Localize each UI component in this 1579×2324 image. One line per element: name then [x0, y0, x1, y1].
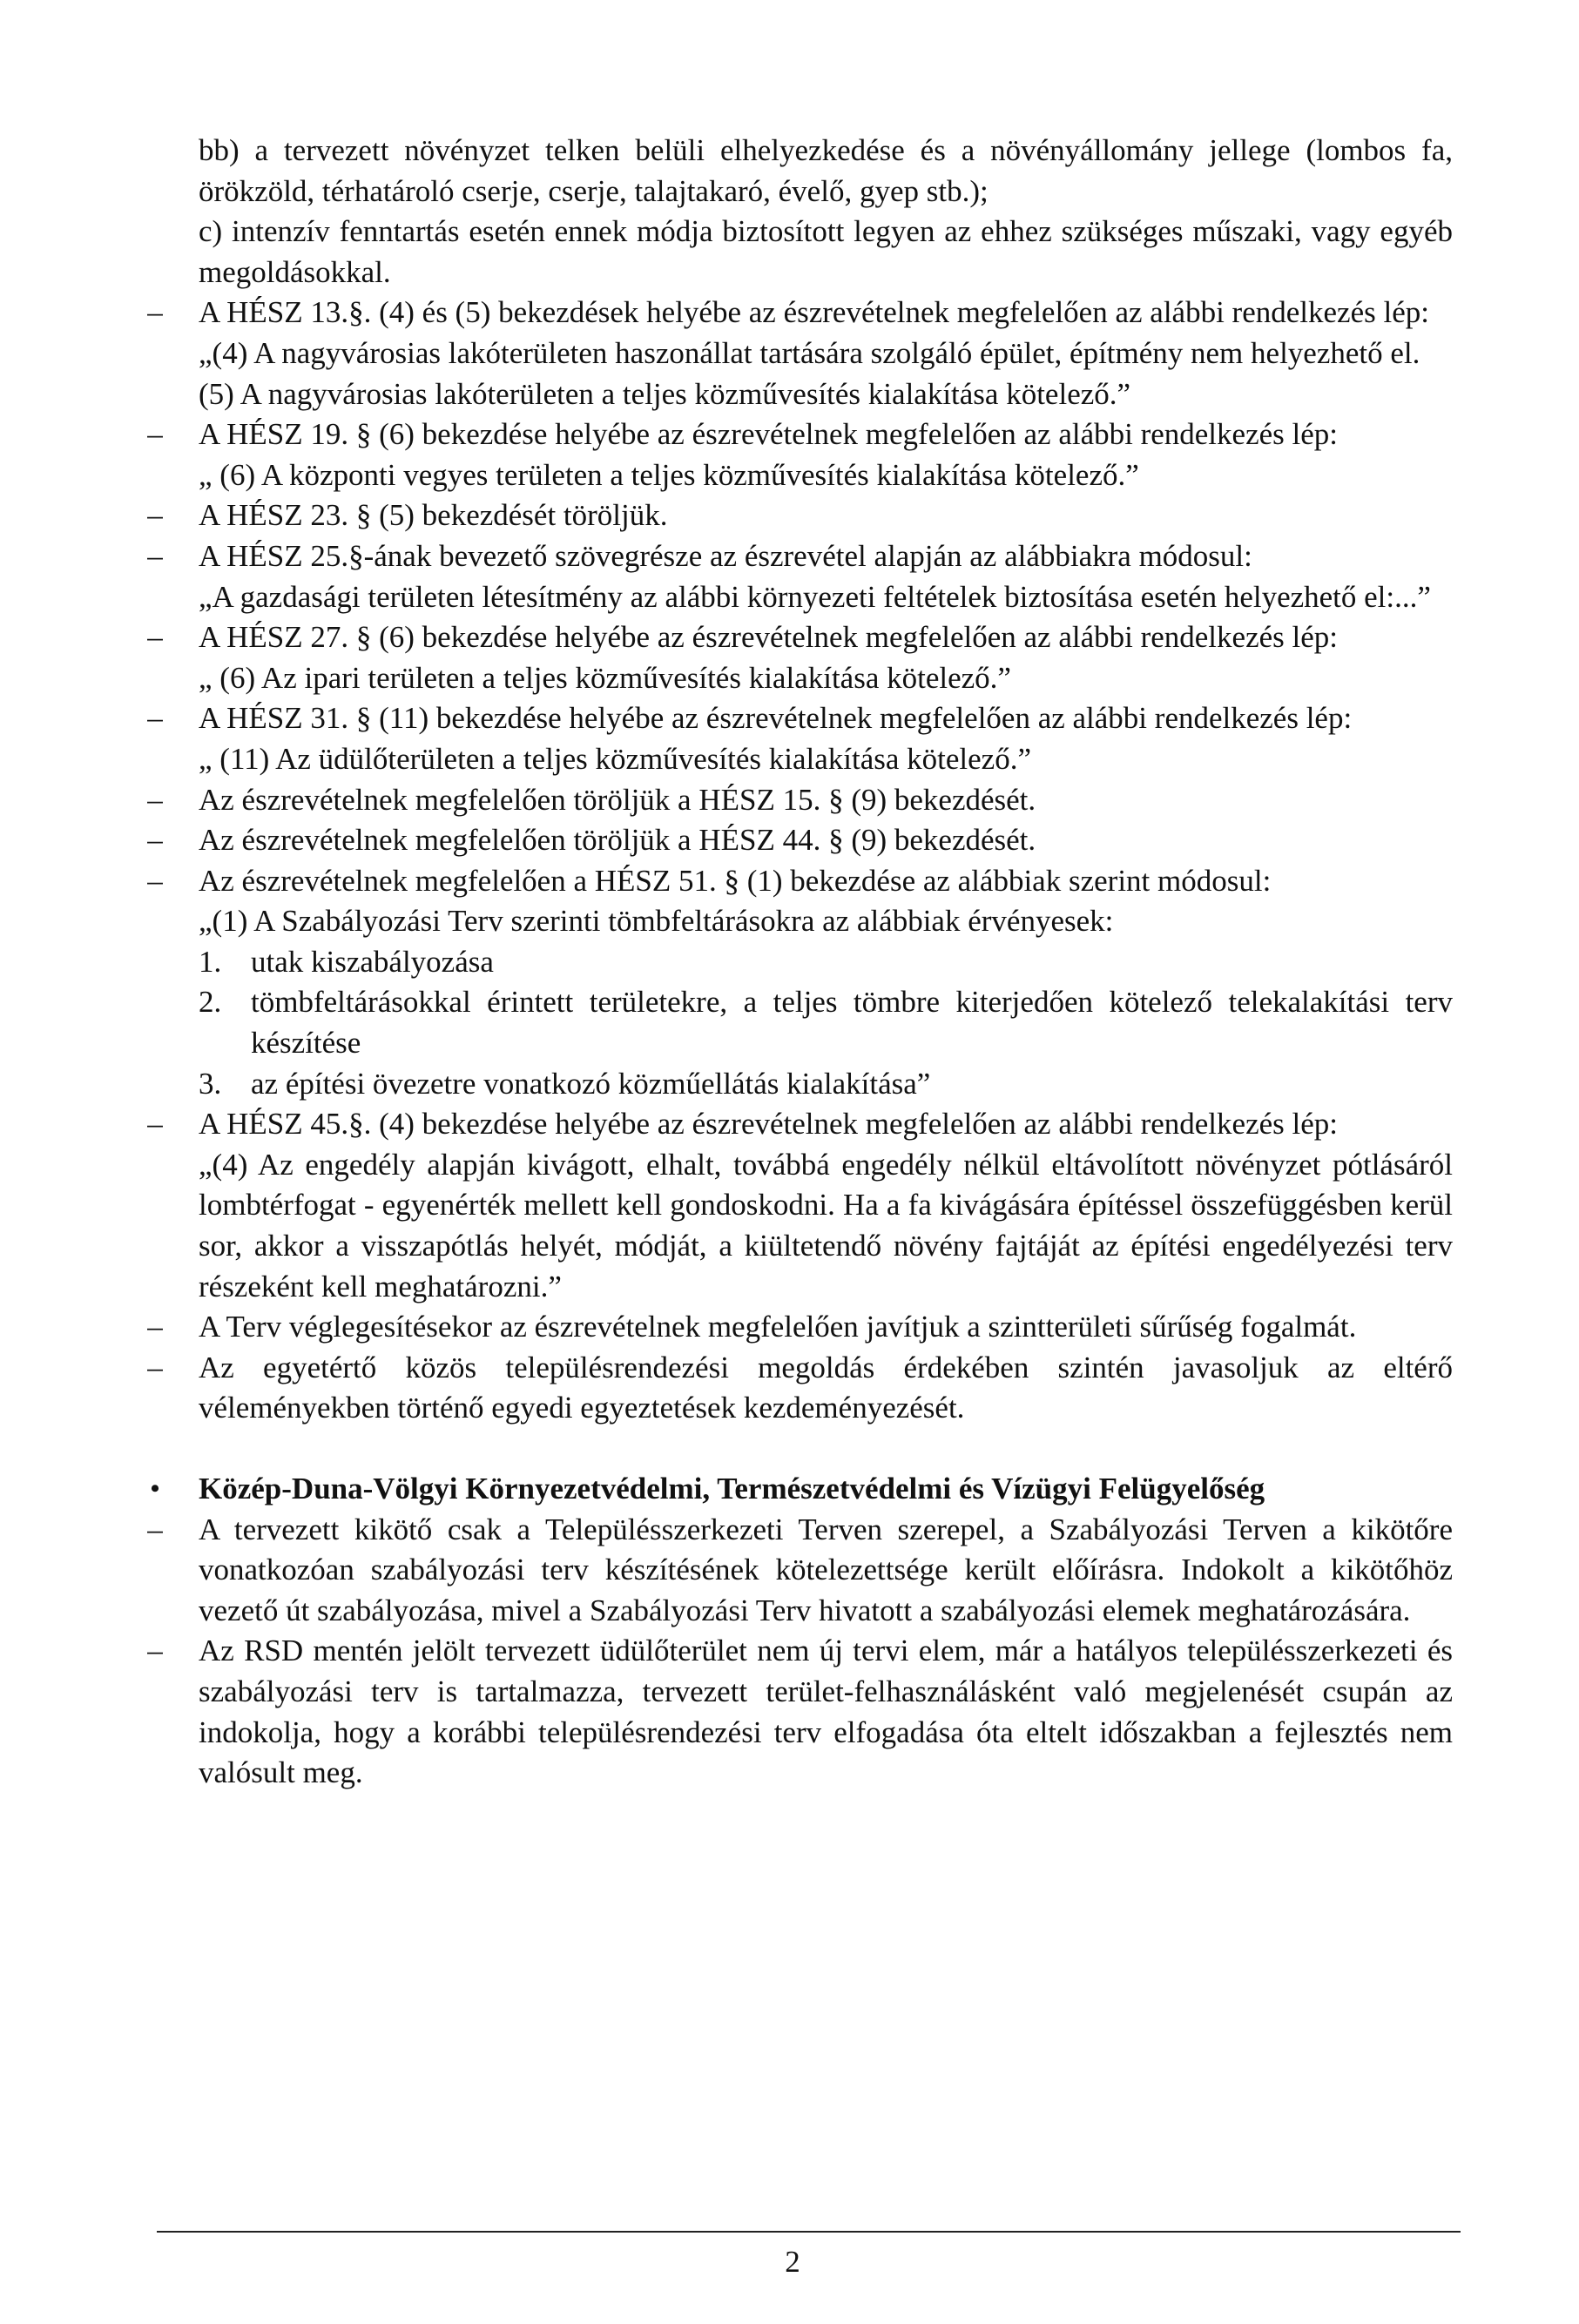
list-item-text: A HÉSZ 25.§-ának bevezető szövegrésze az észrevétel alapján az alábbiakra módosul: — [199, 538, 1252, 573]
dash-marker: – — [147, 1634, 163, 1668]
paragraph: „ (6) A központi vegyes területen a teljes közművesítés kialakítása kötelező.” — [199, 457, 1139, 492]
dash-marker: – — [147, 498, 163, 533]
numbered-item — [199, 942, 1453, 983]
list-item — [147, 495, 1453, 536]
list-item-text: Az észrevételnek megfelelően töröljük a HÉSZ 44. § (9) bekezdését. — [199, 823, 1036, 858]
dash-marker: – — [147, 417, 163, 452]
paragraph: bb) a tervezett növényzet telken belüli elhelyezkedése és a növényállomány jellege (lombos fa, örökzöld, térhatároló cserje, cserje, talajtakaró, évelő, gyep stb.); — [199, 133, 1453, 208]
list-item — [147, 698, 1453, 739]
item-number: 3. — [199, 1066, 222, 1101]
list-item — [147, 1631, 1453, 1793]
list-item-text: A HÉSZ 27. § (6) bekezdése helyébe az észrevételnek megfelelően az alábbi rendelkezés lép: — [199, 620, 1338, 655]
list-item-text: A HÉSZ 45.§. (4) bekezdése helyébe az észrevételnek megfelelően az alábbi rendelkezés lép: — [199, 1107, 1338, 1142]
numbered-item — [199, 982, 1453, 1063]
list-item — [147, 1510, 1453, 1632]
paragraph-gap — [199, 1429, 1453, 1469]
document-body — [147, 131, 1453, 1794]
paragraph: „A gazdasági területen létesítmény az alábbi környezeti feltételek biztosítása esetén helyezhető el:...” — [199, 579, 1431, 614]
item-number: 2. — [199, 985, 222, 1020]
dash-marker: – — [147, 620, 163, 655]
list-item — [147, 1307, 1453, 1348]
paragraph: „(4) A nagyvárosias lakóterületen haszonállat tartására szolgáló épület, építmény nem helyezhető el. — [199, 335, 1420, 370]
list-item-text: A HÉSZ 13.§. (4) és (5) bekezdések helyébe az észrevételnek megfelelően az alábbi rendelkezés lép: — [199, 295, 1429, 330]
paragraph: c) intenzív fenntartás esetén ennek módja biztosított legyen az ehhez szükséges műszaki, vagy egyéb megoldásokkal. — [199, 214, 1453, 289]
list-item-text: A HÉSZ 19. § (6) bekezdése helyébe az észrevételnek megfelelően az alábbi rendelkezés lép: — [199, 417, 1338, 452]
dash-marker: – — [147, 1310, 163, 1344]
list-item — [147, 536, 1453, 577]
list-item-text: Az észrevételnek megfelelően töröljük a HÉSZ 15. § (9) bekezdését. — [199, 782, 1036, 817]
list-item-text: A tervezett kikötő csak a Településszerkezeti Terven szerepel, a Szabályozási Terven a kikötőre vonatkozóan szabályozási terv készítésének kötelezettsége került előírásra. Indokolt a kikötőhöz vezető út szabályozása, mivel a Szabályozási Terv hivatott a szabályozási elemek meghatározására. — [199, 1512, 1453, 1627]
paragraph: „ (11) Az üdülőterületen a teljes közművesítés kialakítása kötelező.” — [199, 741, 1031, 776]
numbered-item-text: utak kiszabályozása — [251, 944, 494, 979]
dash-marker: – — [147, 1350, 163, 1384]
numbered-item-text: az építési övezetre vonatkozó közműellátás kialakítása” — [251, 1066, 931, 1101]
list-item — [147, 820, 1453, 861]
dash-marker: – — [147, 701, 163, 736]
dash-marker: – — [147, 1512, 163, 1546]
dash-marker: – — [147, 1107, 163, 1142]
list-item — [147, 1104, 1453, 1145]
list-item — [147, 293, 1453, 333]
list-item-text: Az egyetértő közös településrendezési megoldás érdekében szintén javasoljuk az eltérő véleményekben történő egyedi egyeztetések kezdeményezését. — [199, 1350, 1453, 1425]
list-item-text: Az észrevételnek megfelelően a HÉSZ 51. § (1) bekezdése az alábbiak szerint módosul: — [199, 863, 1272, 898]
list-item-text: Az RSD mentén jelölt tervezett üdülőterület nem új tervi elem, már a hatályos településszerkezeti és szabályozási terv is tartalmazza, tervezett terület-felhasználásként való megjelenését csupán az indokolja, hogy a korábbi településrendezési terv elfogadása óta eltelt időszakban a fejlesztés nem valósult meg. — [199, 1634, 1453, 1790]
dash-marker: – — [147, 782, 163, 817]
page-number: 2 — [785, 2245, 800, 2279]
section-heading — [150, 1469, 1453, 1510]
list-item — [147, 780, 1453, 821]
list-item — [147, 414, 1453, 455]
paragraph: „(1) A Szabályozási Terv szerinti tömbfeltárásokra az alábbiak érvényesek: — [199, 904, 1114, 939]
paragraph: (5) A nagyvárosias lakóterületen a teljes közművesítés kialakítása kötelező.” — [199, 376, 1131, 411]
item-number: 1. — [199, 944, 222, 979]
list-item — [147, 617, 1453, 658]
list-item-text: A Terv véglegesítésekor az észrevételnek megfelelően javítjuk a szintterületi sűrűség fogalmát. — [199, 1310, 1357, 1344]
numbered-item — [199, 1064, 1453, 1105]
list-item-text: A HÉSZ 31. § (11) bekezdése helyébe az észrevételnek megfelelően az alábbi rendelkezés lép: — [199, 701, 1353, 736]
paragraph: „(4) Az engedély alapján kivágott, elhalt, továbbá engedély nélkül eltávolított növényzet pótlásáról lombtérfogat - egyenérték mellett kell gondoskodni. Ha a fa kivágására építéssel összefüggésben kerül sor, akkor a visszapótlás helyét, módját, a kiültetendő növény fajtáját az építési engedélyezési terv részeként kell meghatározni.” — [199, 1147, 1453, 1303]
dash-marker: – — [147, 295, 163, 330]
dash-marker: – — [147, 538, 163, 573]
paragraph: „ (6) Az ipari területen a teljes közművesítés kialakítása kötelező.” — [199, 660, 1011, 695]
footer-divider — [157, 2231, 1461, 2233]
dash-marker: – — [147, 863, 163, 898]
list-item-text: A HÉSZ 23. § (5) bekezdését töröljük. — [199, 498, 668, 533]
dash-marker: – — [147, 823, 163, 858]
numbered-item-text: tömbfeltárásokkal érintett területekre, a teljes tömbre kiterjedően kötelező telekalakítási terv készítése — [251, 985, 1453, 1061]
section-heading-text: Közép-Duna-Völgyi Környezetvédelmi, Természetvédelmi és Vízügyi Felügyelőség — [199, 1472, 1265, 1506]
bullet-marker: • — [150, 1474, 160, 1503]
list-item — [147, 1348, 1453, 1429]
list-item — [147, 861, 1453, 902]
